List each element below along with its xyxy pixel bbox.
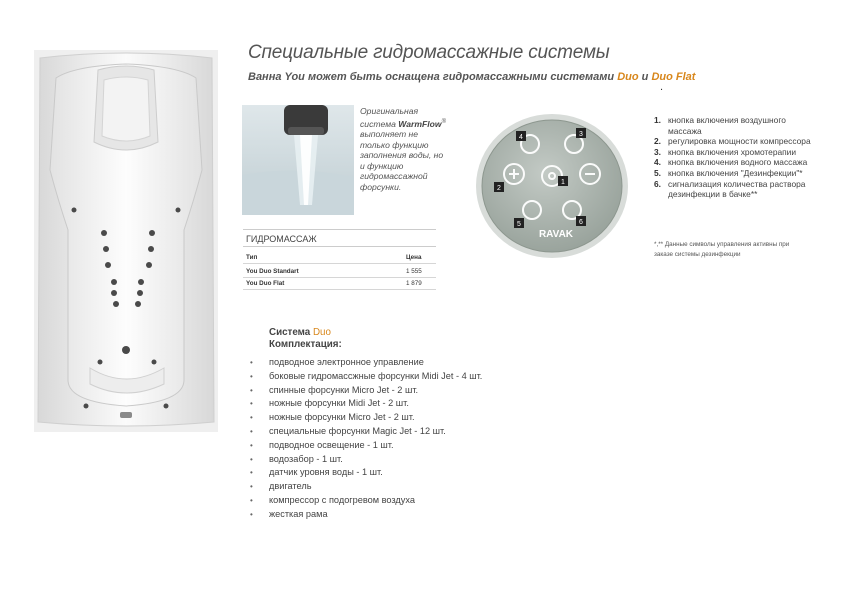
panel-button-number: 4 (519, 134, 523, 141)
footnote: *,** Данные символы управления активны при заказе системы дезинфекции (654, 241, 790, 258)
page-title: Специальные гидромассажные системы (248, 42, 610, 63)
legend-item: 3. кнопка включения хромотерапии (654, 146, 797, 157)
list-item: • датчик уровня воды - 1 шт. (250, 466, 482, 480)
subtitle-duo: Duo (617, 71, 639, 83)
table-top-rule (243, 229, 436, 230)
legend-item: 2. регулировка мощности компрессора (654, 136, 811, 147)
warmflow-caption-before: Оригинальная система (360, 106, 419, 129)
warmflow-caption-after: выполняет не только функцию заполнения воды, но и функцию гидромассажной форсунки. (360, 129, 444, 193)
legend-item: 6. сигнализация количества раствора дезинфекции в бачке** (654, 178, 806, 200)
row-type: You Duo Flat (246, 280, 285, 287)
legend-item: 1. кнопка включения воздушного массажа (654, 115, 786, 136)
legend-item: 4. кнопка включения водного массажа (654, 157, 808, 168)
system-components-list (250, 356, 482, 522)
panel-brand: RAVAK (538, 229, 574, 240)
table-bottom-rule (243, 289, 436, 290)
list-item: • специальные форсунки Magic Jet - 12 шт. (250, 425, 482, 439)
list-item: • спинные форсунки Micro Jet - 2 шт. (250, 384, 482, 398)
panel-legend (654, 115, 814, 200)
subtitle-prefix: Ванна You может быть оснащена гидромассажными системами (248, 71, 618, 83)
table-row-rule (243, 263, 436, 264)
list-item: • ножные форсунки Midi Jet - 2 шт. (250, 397, 482, 411)
warmflow-photo (242, 105, 354, 215)
list-item: • подводное электронное управление (250, 356, 482, 370)
table-row-rule (243, 277, 436, 278)
legend-item: 5. кнопка включения "Дезинфекции"* (654, 167, 803, 178)
warmflow-brand: WarmFlow (398, 118, 442, 129)
system-title-name: Duo (312, 327, 331, 338)
list-item: • компрессор с подогревом воздуха (250, 494, 482, 508)
list-item: • водозабор - 1 шт. (250, 453, 482, 467)
subtitle-and: и (638, 71, 652, 83)
list-item: • ножные форсунки Micro Jet - 2 шт. (250, 411, 482, 425)
list-item: • двигатель (250, 480, 482, 494)
control-panel-image (474, 112, 630, 262)
subtitle-trailing-dot: . (660, 81, 664, 93)
page-subtitle (248, 71, 695, 83)
list-item: • боковые гидромассжные форсунки Midi Jet - 4 шт. (250, 370, 482, 384)
row-price: 1 555 (406, 268, 422, 275)
system-title-prefix: Система (269, 327, 313, 338)
panel-button-number: 6 (579, 219, 583, 226)
price-table-title: ГИДРОМАССАЖ (246, 234, 317, 244)
list-item: • подводное освещение - 1 шт. (250, 439, 482, 453)
panel-button-number: 1 (561, 179, 565, 186)
row-price: 1 879 (406, 280, 422, 287)
panel-button-number: 2 (497, 185, 501, 192)
system-heading (269, 327, 342, 351)
warmflow-registered-mark: ® (441, 118, 446, 125)
panel-button-number: 5 (517, 221, 521, 228)
row-type: You Duo Standart (246, 268, 299, 275)
column-header-price: Цена (406, 254, 422, 261)
subtitle-duo-flat: Duo Flat (651, 71, 696, 83)
system-subtitle: Комплектация: (269, 339, 342, 350)
column-header-type: Тип (246, 254, 258, 261)
panel-button-number: 3 (579, 131, 583, 138)
bathtub-image (34, 50, 218, 432)
warmflow-caption (360, 106, 450, 193)
table-header-rule (243, 246, 436, 247)
list-item: • жесткая рама (250, 508, 482, 522)
